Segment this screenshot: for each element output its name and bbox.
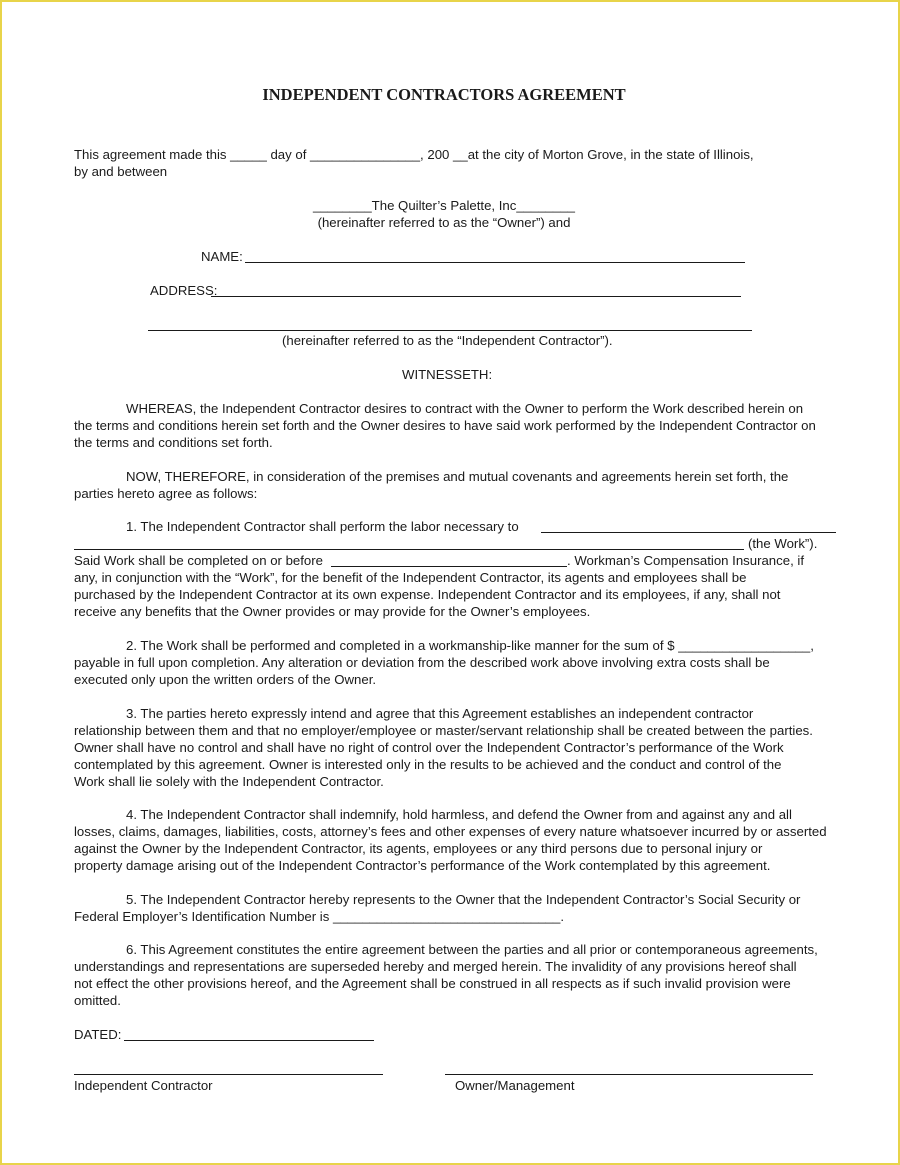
clause-2-line-3: executed only upon the written orders of the Owner. xyxy=(74,672,377,687)
clause-5-line-1: 5. The Independent Contractor hereby represents to the Owner that the Independent Contractor’s Social Security or xyxy=(126,892,801,907)
contractor-referred: (hereinafter referred to as the “Independent Contractor”). xyxy=(282,333,613,348)
owner-name: ________The Quilter’s Palette, Inc________ xyxy=(313,198,575,213)
clause-2-line-1: 2. The Work shall be performed and completed in a workmanship-like manner for the sum of $ __________________, xyxy=(126,638,814,653)
clause-3-line-2: relationship between them and that no employer/employee or master/servant relationship shall be created between the parties. xyxy=(74,723,813,738)
clause-6-line-2: understandings and representations are superseded hereby and merged herein. The invalidity of any provisions hereof shall xyxy=(74,959,797,974)
contractor-name-label: NAME: xyxy=(201,249,243,264)
whereas-line-2: the terms and conditions herein set forth and the Owner desires to have said work performed by the Independent Contractor on xyxy=(74,418,816,433)
work-description-field[interactable] xyxy=(541,532,836,533)
whereas-line-1: WHEREAS, the Independent Contractor desires to contract with the Owner to perform the Work described herein on xyxy=(126,401,804,416)
contractor-name-field[interactable] xyxy=(245,262,745,263)
clause-1-line-4: any, in conjunction with the “Work”, for the benefit of the Independent Contractor, its agents and employees shall be xyxy=(74,570,747,585)
contractor-signature-line[interactable] xyxy=(74,1074,383,1075)
intro-line-2: by and between xyxy=(74,164,168,179)
clause-3-line-1: 3. The parties hereto expressly intend and agree that this Agreement establishes an independent contractor xyxy=(126,706,754,721)
clause-1-line-6: receive any benefits that the Owner provides or may provide for the Owner’s employees. xyxy=(74,604,591,619)
intro-line-1: This agreement made this _____ day of _______________, 200 __at the city of Morton Grove, in the state of Illinois, xyxy=(74,147,754,162)
now-therefore-line-1: NOW, THEREFORE, in consideration of the premises and mutual covenants and agreements herein set forth, the xyxy=(126,469,789,484)
clause-4-line-1: 4. The Independent Contractor shall indemnify, hold harmless, and defend the Owner from and against any and all xyxy=(126,807,792,822)
owner-signature-label: Owner/Management xyxy=(455,1078,575,1093)
contractor-address-field[interactable] xyxy=(211,296,741,297)
work-description-field-2[interactable] xyxy=(74,549,744,550)
clause-3-line-4: contemplated by this agreement. Owner is interested only in the results to be achieved and the conduct and control of the xyxy=(74,757,782,772)
dated-field[interactable] xyxy=(124,1040,374,1041)
now-therefore-line-2: parties hereto agree as follows: xyxy=(74,486,258,501)
contractor-signature-label: Independent Contractor xyxy=(74,1078,213,1093)
clause-1-line-5: purchased by the Independent Contractor at its own expense. Independent Contractor and its employees, if any, shall not xyxy=(74,587,781,602)
contractor-address-field-2[interactable] xyxy=(148,330,752,331)
clause-6-line-1: 6. This Agreement constitutes the entire agreement between the parties and all prior or contemporaneous agreements, xyxy=(126,942,818,957)
owner-signature-line[interactable] xyxy=(445,1074,813,1075)
clause-4-line-3: against the Owner by the Independent Contractor, its agents, employees or any third persons due to personal injury or xyxy=(74,841,763,856)
clause-1-line-1: 1. The Independent Contractor shall perform the labor necessary to xyxy=(126,519,519,534)
owner-referred: (hereinafter referred to as the “Owner”) and xyxy=(317,215,571,230)
the-work-label: (the Work”). xyxy=(748,536,818,551)
workmans-comp-text: . Workman’s Compensation Insurance, if xyxy=(567,553,804,568)
completion-label: Said Work shall be completed on or before xyxy=(74,553,323,568)
clause-5-line-2: Federal Employer’s Identification Number is _______________________________. xyxy=(74,909,565,924)
clause-4-line-2: losses, claims, damages, liabilities, costs, attorney’s fees and other expenses of every nature whatsoever incurred by or asserted xyxy=(74,824,827,839)
dated-label: DATED: xyxy=(74,1027,122,1042)
witnesseth-heading: WITNESSETH: xyxy=(402,367,493,382)
whereas-line-3: the terms and conditions set forth. xyxy=(74,435,273,450)
clause-3-line-5: Work shall lie solely with the Independent Contractor. xyxy=(74,774,384,789)
clause-6-line-4: omitted. xyxy=(74,993,121,1008)
clause-6-line-3: not effect the other provisions hereof, and the Agreement shall be construed in all respects as if such invalid provision were xyxy=(74,976,791,991)
contractor-address-label: ADDRESS: xyxy=(150,283,218,298)
document-title: INDEPENDENT CONTRACTORS AGREEMENT xyxy=(262,85,626,104)
clause-4-line-4: property damage arising out of the Independent Contractor’s performance of the Work contemplated by this agreement. xyxy=(74,858,771,873)
completion-date-field[interactable] xyxy=(331,566,567,567)
clause-2-line-2: payable in full upon completion. Any alteration or deviation from the described work above involving extra costs shall be xyxy=(74,655,770,670)
clause-3-line-3: Owner shall have no control and shall have no right of control over the Independent Contractor’s performance of the Work xyxy=(74,740,784,755)
